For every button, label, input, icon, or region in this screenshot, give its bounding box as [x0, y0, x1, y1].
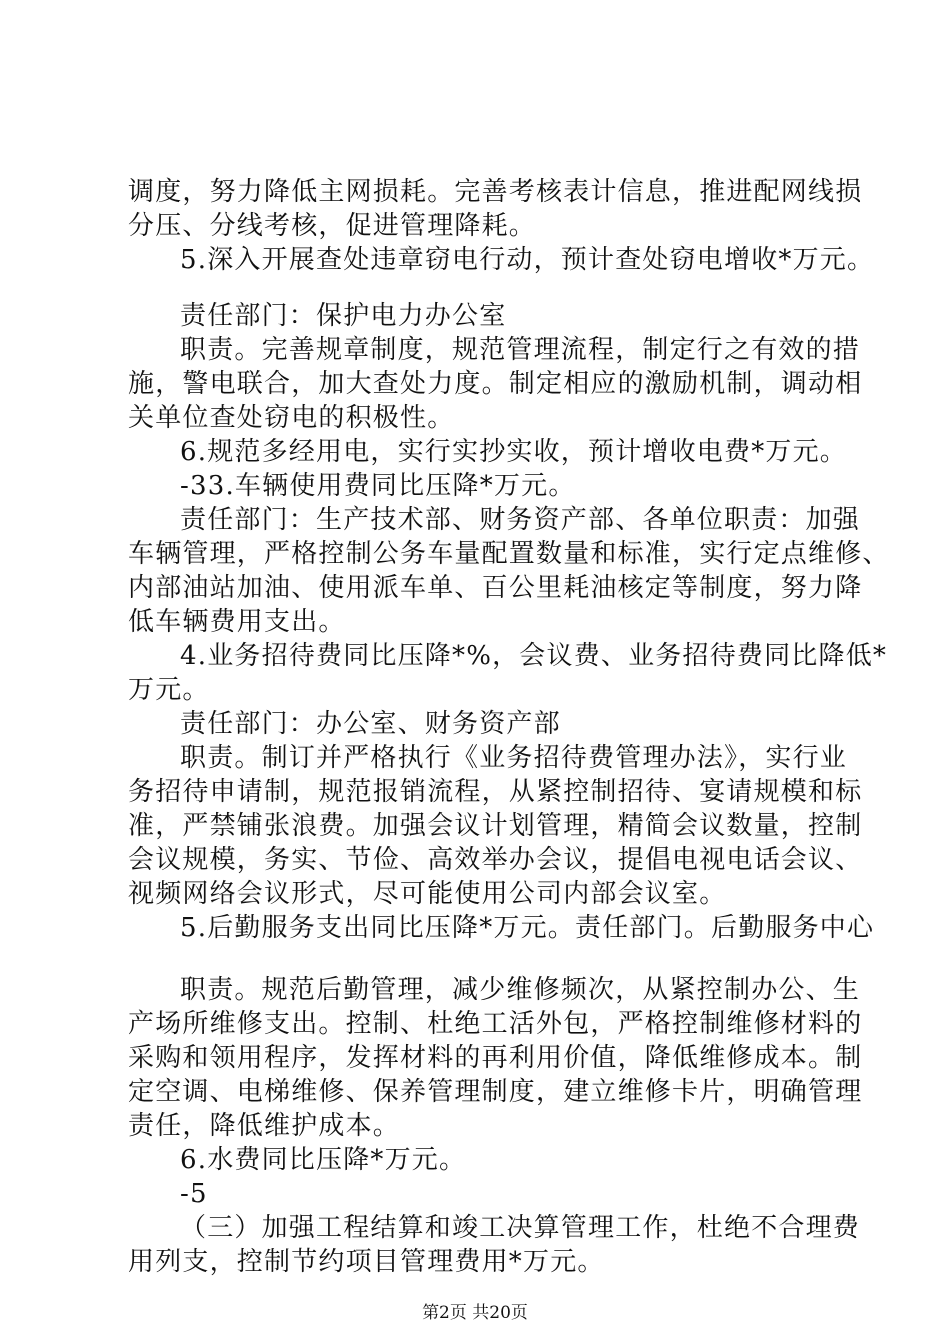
text-line: 6.规范多经用电，实行实抄实收，预计增收电费*万元。	[180, 437, 848, 467]
text-line: 责任部门：生产技术部、财务资产部、各单位职责：加强	[180, 505, 861, 535]
text-line: 务招待申请制，规范报销流程，从紧控制招待、宴请规模和标	[128, 777, 863, 807]
text-line: 5.深入开展查处违章窃电行动，预计查处窃电增收*万元。	[180, 245, 875, 275]
text-line: 责任部门：保护电力办公室	[180, 301, 507, 331]
text-line: （三）加强工程结算和竣工决算管理工作，杜绝不合理费	[180, 1213, 861, 1243]
text-line: 万元。	[128, 675, 210, 705]
text-line: 责任，降低维护成本。	[128, 1111, 401, 1141]
text-line: 5.后勤服务支出同比压降*万元。责任部门。后勤服务中心	[180, 913, 875, 943]
text-line: 会议规模，务实、节俭、高效举办会议，提倡电视电话会议、	[128, 845, 863, 875]
text-line: 6.水费同比压降*万元。	[180, 1145, 467, 1175]
text-line: 内部油站加油、使用派车单、百公里耗油核定等制度，努力降	[128, 573, 863, 603]
text-line: 采购和领用程序，发挥材料的再利用价值，降低维修成本。制	[128, 1043, 863, 1073]
text-line: 关单位查处窃电的积极性。	[128, 403, 455, 433]
text-line: 产场所维修支出。控制、杜绝工活外包，严格控制维修材料的	[128, 1009, 863, 1039]
text-line: 准，严禁铺张浪费。加强会议计划管理，精简会议数量，控制	[128, 811, 863, 841]
page-footer: 第2页 共20页	[422, 1303, 528, 1323]
text-line: 职责。规范后勤管理，减少维修频次，从紧控制办公、生	[180, 975, 861, 1005]
text-line: 车辆管理，严格控制公务车量配置数量和标准，实行定点维修、	[128, 539, 890, 569]
text-line: 施，警电联合，加大查处力度。制定相应的激励机制，调动相	[128, 369, 863, 399]
text-line: -33.车辆使用费同比压降*万元。	[180, 471, 576, 501]
text-line: 调度，努力降低主网损耗。完善考核表计信息，推进配网线损	[128, 177, 863, 207]
text-line: 用列支，控制节约项目管理费用*万元。	[128, 1247, 605, 1277]
text-line: -5	[180, 1179, 208, 1209]
text-line: 定空调、电梯维修、保养管理制度，建立维修卡片，明确管理	[128, 1077, 863, 1107]
text-line: 分压、分线考核，促进管理降耗。	[128, 211, 537, 241]
text-line: 视频网络会议形式，尽可能使用公司内部会议室。	[128, 879, 727, 909]
text-line: 4.业务招待费同比压降*%，会议费、业务招待费同比降低*	[180, 641, 888, 671]
text-line: 职责。完善规章制度，规范管理流程，制定行之有效的措	[180, 335, 861, 365]
text-line: 低车辆费用支出。	[128, 607, 346, 637]
text-line: 职责。制订并严格执行《业务招待费管理办法》，实行业	[180, 743, 848, 773]
text-line: 责任部门：办公室、财务资产部	[180, 709, 561, 739]
